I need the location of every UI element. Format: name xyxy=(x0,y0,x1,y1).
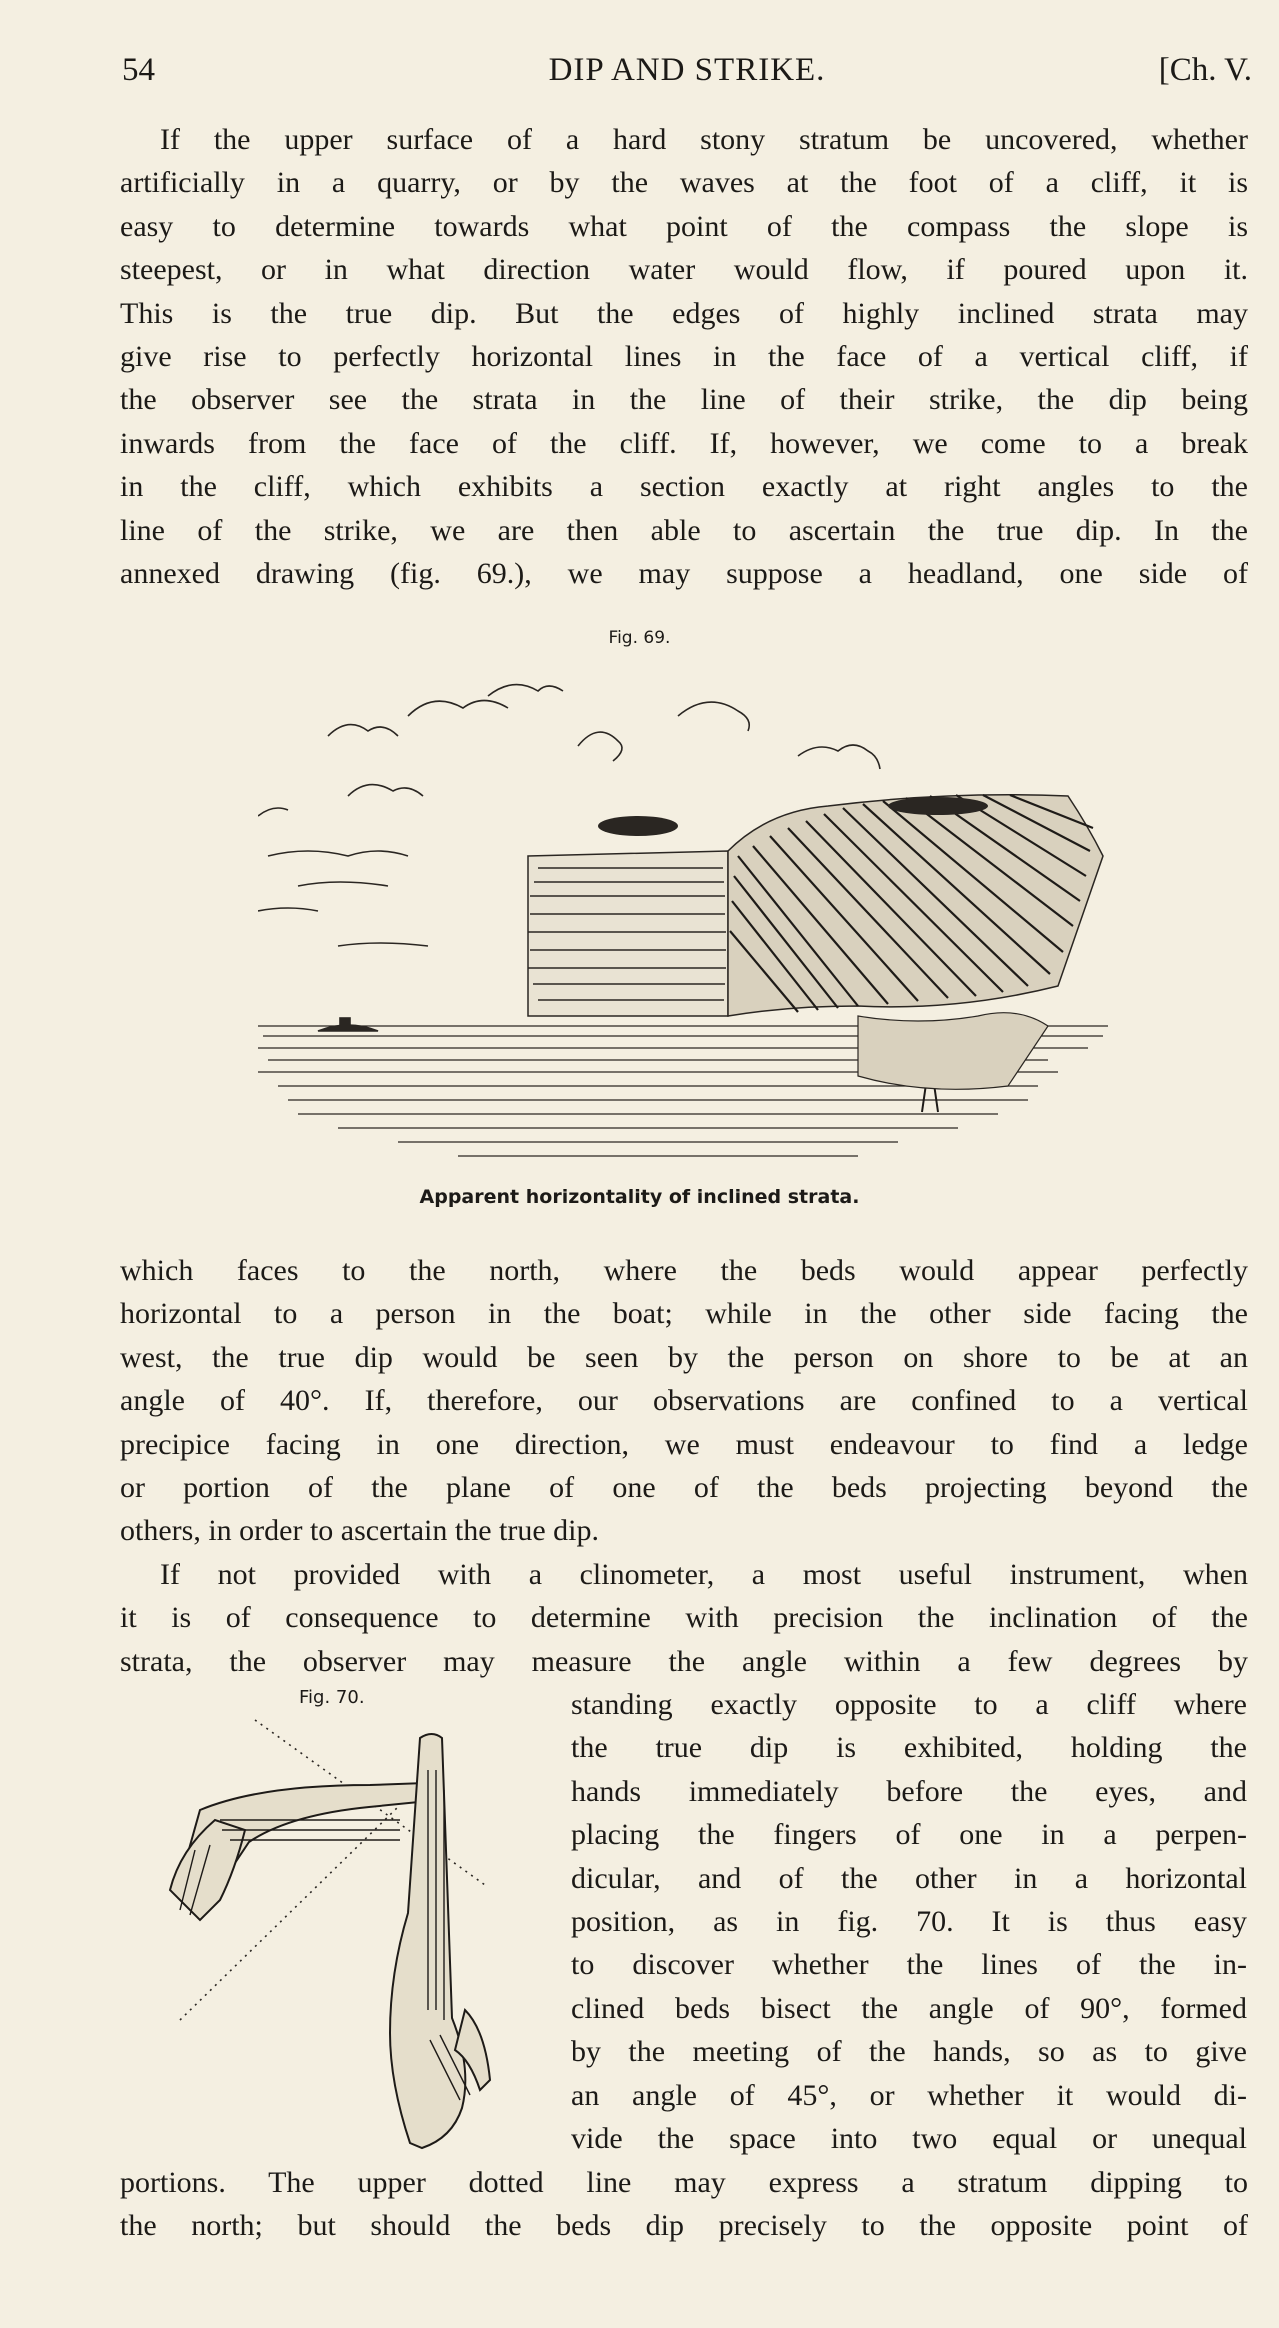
text-line: annexed drawing (fig. 69.), we may suppose a headland, one side of xyxy=(120,556,1248,590)
text-line: give rise to perfectly horizontal lines in the face of a vertical cliff, if xyxy=(120,339,1248,373)
running-header xyxy=(122,52,1252,96)
page-number: 54 xyxy=(122,52,155,88)
text-line: which faces to the north, where the beds would appear perfectly xyxy=(120,1254,1248,1287)
paragraph-2 xyxy=(120,1249,1248,1553)
running-title: DIP AND STRIKE. xyxy=(548,52,826,88)
text-line: placing the fingers of one in a perpen- xyxy=(571,1818,1247,1852)
text-line: position, as in fig. 70. It is thus easy xyxy=(571,1904,1247,1938)
text-line: artificially in a quarry, or by the waves at the foot of a cliff, it is xyxy=(120,166,1248,200)
text-line: by the meeting of the hands, so as to give xyxy=(571,2035,1247,2069)
paragraph-3 xyxy=(120,1553,1248,1683)
text-line: inwards from the face of the cliff. If, however, we come to a break xyxy=(120,426,1248,460)
text-line: the north; but should the beds dip precisely to the opposite point of xyxy=(120,2209,1248,2243)
chapter-marker: [Ch. V. xyxy=(1158,52,1252,88)
text-line: vide the space into two equal or unequal xyxy=(571,2121,1247,2155)
text-line: it is of consequence to determine with precision the inclination of the xyxy=(120,1601,1248,1635)
text-line: standing exactly opposite to a cliff where xyxy=(571,1688,1247,1721)
figure-69-label: Fig. 69. xyxy=(608,628,671,648)
text-line: portions. The upper dotted line may express a stratum dipping to xyxy=(120,2166,1248,2199)
text-line: If the upper surface of a hard stony stratum be uncovered, whether xyxy=(160,123,1248,156)
paragraph-3-end xyxy=(120,2161,1248,2248)
text-line: clined beds bisect the angle of 90°, formed xyxy=(571,1991,1247,2025)
text-line: line of the strike, we are then able to ascertain the true dip. In the xyxy=(120,513,1248,547)
text-line: steepest, or in what direction water would flow, if poured upon it. xyxy=(120,253,1248,287)
text-line: or portion of the plane of one of the beds projecting beyond the xyxy=(120,1470,1248,1504)
text-line: hands immediately before the eyes, and xyxy=(571,1774,1247,1808)
text-line: If not provided with a clinometer, a most useful instrument, when xyxy=(160,1558,1248,1591)
text-line: precipice facing in one direction, we must endeavour to find a ledge xyxy=(120,1427,1248,1461)
text-line: dicular, and of the other in a horizontal xyxy=(571,1861,1247,1895)
text-line: west, the true dip would be seen by the person on shore to be at an xyxy=(120,1340,1248,1374)
text-line: This is the true dip. But the edges of highly inclined strata may xyxy=(120,296,1248,330)
text-line: the true dip is exhibited, holding the xyxy=(571,1731,1247,1765)
figure-70-illustration xyxy=(140,1710,550,2160)
text-line: an angle of 45°, or whether it would di- xyxy=(571,2078,1247,2112)
figure-70-label: Fig. 70. xyxy=(299,1687,365,1708)
text-line: angle of 40°. If, therefore, our observations are confined to a vertical xyxy=(120,1384,1248,1418)
text-line: easy to determine towards what point of the compass the slope is xyxy=(120,209,1248,243)
text-line: horizontal to a person in the boat; while in the other side facing the xyxy=(120,1297,1248,1331)
figure-69-caption: Apparent horizontality of inclined strata. xyxy=(419,1186,860,1208)
text-line: to discover whether the lines of the in- xyxy=(571,1948,1247,1982)
paragraph-1 xyxy=(120,118,1248,595)
text-line: in the cliff, which exhibits a section exactly at right angles to the xyxy=(120,470,1248,504)
figure-69-illustration xyxy=(258,656,1116,1176)
paragraph-3-side-text xyxy=(571,1683,1247,2160)
text-line: others, in order to ascertain the true dip. xyxy=(120,1514,600,1548)
text-line: strata, the observer may measure the angle within a few degrees by xyxy=(120,1644,1248,1678)
text-line: the observer see the strata in the line of their strike, the dip being xyxy=(120,383,1248,417)
